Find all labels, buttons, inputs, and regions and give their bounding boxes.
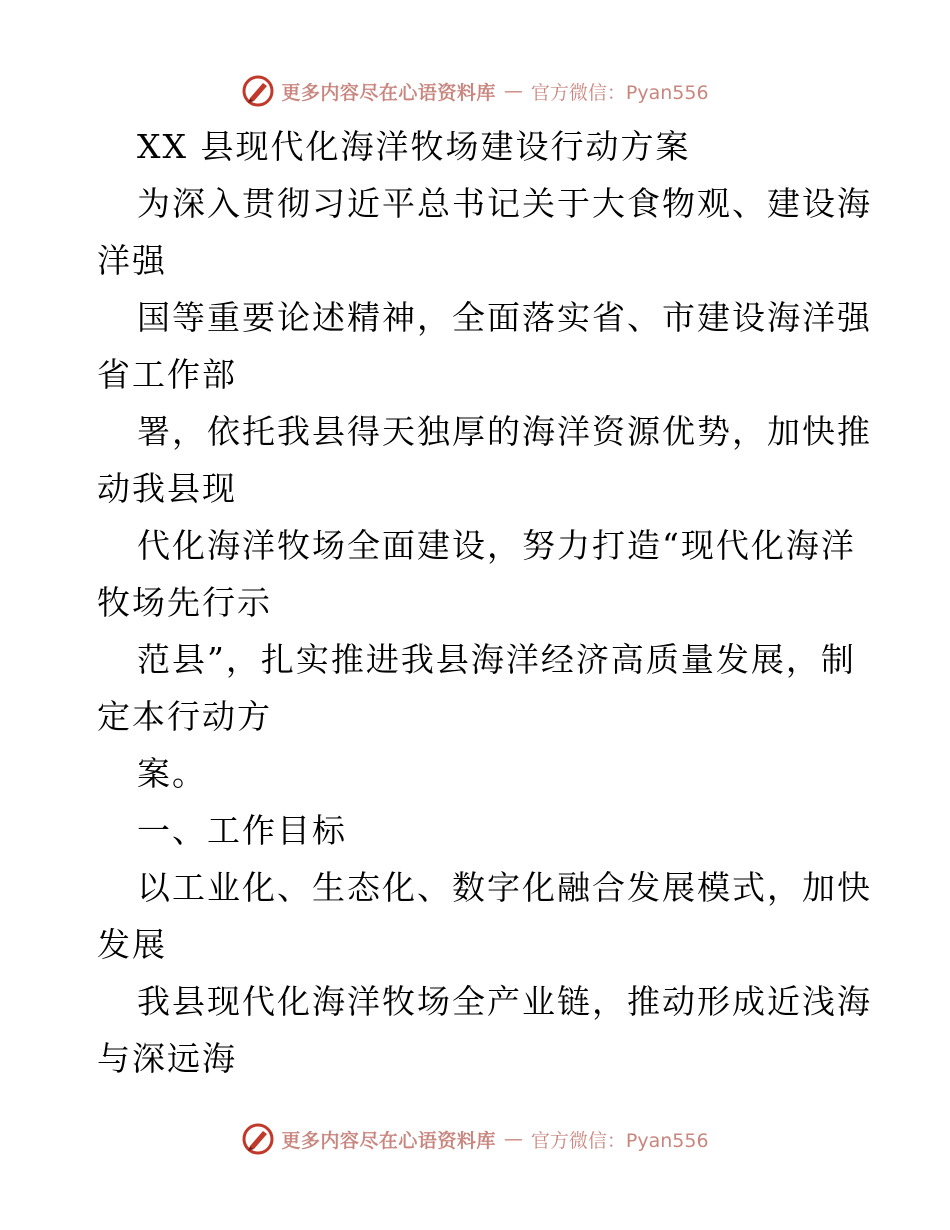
document-body <box>97 118 872 1087</box>
text-line: 与深远海 <box>97 1039 237 1078</box>
watermark-wechat-text: 官方微信：Pyan556 <box>530 81 709 104</box>
watermark-main-text: 更多内容尽在心语资料库 <box>281 81 496 104</box>
text-line: 发展 <box>97 925 167 964</box>
text-line: 国等重要论述精神，全面落实省、市建设海洋强 <box>137 298 872 337</box>
text-line: 范县”，扎实推进我县海洋经济高质量发展，制 <box>137 640 856 679</box>
watermark-dash: — <box>503 1128 523 1150</box>
text-line: 动我县现 <box>97 469 237 508</box>
pen-logo-icon <box>241 74 275 108</box>
text-line: 省工作部 <box>97 355 237 394</box>
text-line: 为深入贯彻习近平总书记关于大食物观、建设海 <box>137 184 872 223</box>
text-line: 牧场先行示 <box>97 583 272 622</box>
text-line: 定本行动方 <box>97 697 272 736</box>
text-line: 代化海洋牧场全面建设，努力打造“现代化海洋 <box>137 526 856 565</box>
header-watermark <box>0 71 950 111</box>
text-line: 我县现代化海洋牧场全产业链，推动形成近浅海 <box>137 982 872 1021</box>
text-line: 署，依托我县得天独厚的海洋资源优势，加快推 <box>137 412 872 451</box>
text-line: 案。 <box>137 754 207 793</box>
text-line: 洋强 <box>97 241 167 280</box>
footer-watermark <box>0 1119 950 1159</box>
text-line: 以工业化、生态化、数字化融合发展模式，加快 <box>137 868 872 907</box>
watermark-dash: — <box>503 80 523 102</box>
text-line: 一、工作目标 <box>137 811 347 850</box>
text-line: XX 县现代化海洋牧场建设行动方案 <box>137 127 691 166</box>
pen-logo-icon <box>241 1122 275 1156</box>
watermark-wechat-text: 官方微信：Pyan556 <box>530 1129 709 1152</box>
watermark-main-text: 更多内容尽在心语资料库 <box>281 1129 496 1152</box>
